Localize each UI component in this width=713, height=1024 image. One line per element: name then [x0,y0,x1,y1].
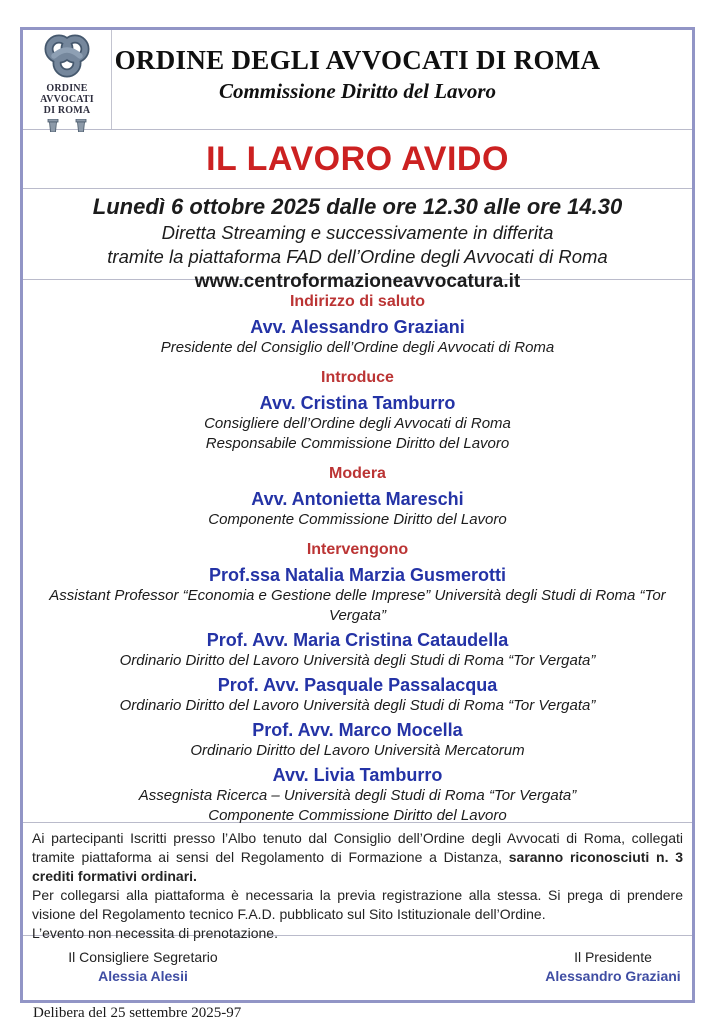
credits-text: Ai partecipanti Iscritti presso l’Albo tenuto dal Consiglio dell’Ordine degli Avvocati di Roma, collegati tramite piattaforma ai sensi del Regolamento di Formazione a Distanza, [32,830,683,865]
program-header-saluto: Indirizzo di saluto [289,293,426,310]
speaker-role: Consigliere dell’Ordine degli Avvocati di Roma [204,415,511,432]
speaker-role: Assistant Professor “Economia e Gestione delle Imprese” Università degli Studi di Roma “Tor Vergata” [49,587,666,624]
speaker-name: Avv. Livia Tamburro [272,765,443,785]
program-header-intervengono: Intervengono [306,541,409,558]
president-name: Alessandro Graziani [545,968,681,984]
speaker-role: Responsabile Commissione Diritto del Lavoro [205,435,510,452]
program-header-introduce: Introduce [321,369,394,386]
streaming-line1: Diretta Streaming e successivamente in differita [161,222,554,243]
logo-text-line3: DI ROMA [43,105,91,116]
speaker-role: Ordinario Diritto del Lavoro Università degli Studi di Roma “Tor Vergata” [119,697,596,714]
speaker-role: Presidente del Consiglio dell’Ordine degli Avvocati di Roma [160,339,555,356]
secretary-title: Il Consigliere Segretario [68,949,218,965]
speaker-name: Prof. Avv. Maria Cristina Cataudella [206,630,509,650]
speaker-name: Prof. Avv. Marco Mocella [252,720,463,740]
speaker-name: Avv. Cristina Tamburro [259,393,456,413]
speaker-name: Prof.ssa Natalia Marzia Gusmerotti [208,565,507,585]
credits-notes-section [23,823,692,941]
president-title: Il Presidente [574,949,652,965]
registration-paragraph: Per collegarsi alla piattaforma è necessaria la previa registrazione alla stessa. Si prega di prendere visione del Regolamento tecnico F.A.D. pubblicato sul Sito Istituzionale dell’Ordine. [32,887,683,922]
streaming-line2: tramite la piattaforma FAD dell’Ordine degli Avvocati di Roma [107,246,608,267]
credits-bold-text: saranno riconosciuti n. 3 crediti formativi ordinari. [32,849,684,884]
speaker-role: Componente Commissione Diritto del Lavoro [208,511,507,528]
secretary-name: Alessia Alesii [98,968,188,984]
event-datetime: Lunedì 6 ottobre 2025 dalle ore 12.30 alle ore 14.30 [92,194,623,219]
signatures-section [23,936,692,1000]
delibera-note: Delibera del 25 settembre 2025-97 [33,1005,242,1021]
logo-text-line1: ORDINE [46,83,88,94]
speaker-name: Avv. Antonietta Mareschi [251,489,464,509]
booking-paragraph: L’evento non necessita di prenotazione. [32,925,278,941]
speaker-name: Avv. Alessandro Graziani [250,317,465,337]
speaker-name: Prof. Avv. Pasquale Passalacqua [217,675,498,695]
president-signature-block [518,948,708,986]
event-website-url: www.centroformazioneavvocatura.it [194,271,521,292]
event-info-section [23,189,692,292]
logo-text-line2: AVVOCATI [40,94,94,105]
speaker-role: Ordinario Diritto del Lavoro Università degli Studi di Roma “Tor Vergata” [119,652,596,669]
flyer-page [20,27,695,1003]
program-header-modera: Modera [329,465,386,482]
organization-title: ORDINE DEGLI AVVOCATI DI ROMA [114,45,601,75]
event-title: IL LAVORO AVIDO [206,139,509,178]
speaker-role: Assegnista Ricerca – Università degli Studi di Roma “Tor Vergata” [138,787,577,804]
program-section [23,280,692,823]
commission-subtitle: Commissione Diritto del Lavoro [218,79,497,103]
header-titles [23,30,692,104]
speaker-role: Componente Commissione Diritto del Lavoro [208,807,507,824]
header-section [23,30,692,130]
credits-paragraph [32,829,683,886]
secretary-signature-block [58,948,228,986]
speaker-role: Ordinario Diritto del Lavoro Università Mercatorum [190,742,525,759]
event-title-section [23,130,692,189]
